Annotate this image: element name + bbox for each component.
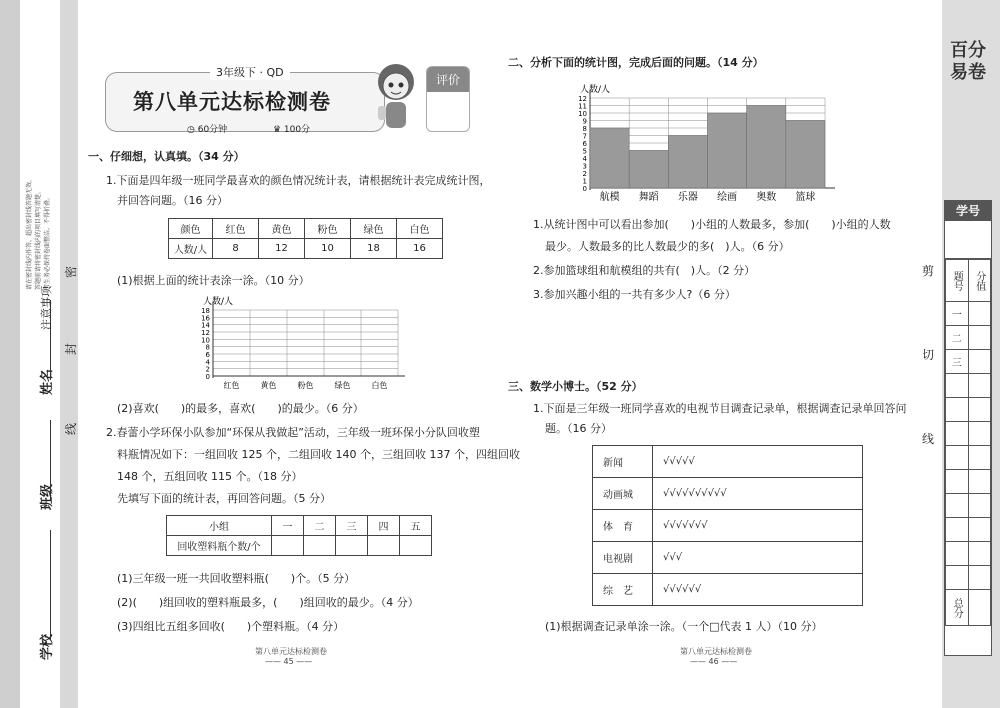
y-tick-label: 0 <box>205 373 210 381</box>
table-row <box>593 478 863 510</box>
y-tick-label: 16 <box>201 314 210 323</box>
table-row <box>946 302 991 326</box>
bar <box>590 128 629 188</box>
score-table <box>945 259 991 626</box>
row-label: 一 <box>946 302 969 326</box>
logo-char: 易 <box>950 62 968 83</box>
empty-cell <box>946 446 969 470</box>
score-cell[interactable] <box>968 566 991 590</box>
table-cell: 红色 <box>213 219 259 239</box>
exam-time: 60分钟 <box>197 125 228 135</box>
table-header-cell: 小组 <box>167 516 272 536</box>
color-chart <box>195 292 405 392</box>
score-cell[interactable] <box>968 302 991 326</box>
y-tick-label: 12 <box>578 95 587 103</box>
binding-edge <box>0 0 20 708</box>
program-name: 新闻 <box>593 446 653 478</box>
page-title: 第八单元达标检测卷 <box>133 90 331 114</box>
x-tick-label: 白色 <box>371 381 388 390</box>
row-label: 三 <box>946 350 969 374</box>
table-cell: 三 <box>336 516 368 536</box>
table-row <box>946 350 991 374</box>
s2-sub1-line2: 最少。人数最多的比人数最少的多( )人。（6 分） <box>545 240 790 253</box>
program-name: 电视剧 <box>593 542 653 574</box>
bar <box>786 121 825 189</box>
program-marks: √√√√√√ <box>653 574 863 606</box>
cut-char: 切 <box>922 348 935 362</box>
cartoon-girl-illustration <box>370 58 422 138</box>
x-tick-label: 航模 <box>599 192 620 203</box>
y-tick-label: 8 <box>582 125 587 133</box>
school-underline[interactable] <box>50 530 51 640</box>
table-row <box>167 516 432 536</box>
name-underline[interactable] <box>50 300 51 380</box>
color-stats-table <box>168 218 443 259</box>
score-cell[interactable] <box>968 398 991 422</box>
x-tick-label: 粉色 <box>297 381 314 390</box>
y-tick-label: 1 <box>582 177 587 186</box>
table-header-cell: 颜色 <box>169 219 213 239</box>
s1-q2-sub1: (1)三年级一班一共回收塑料瓶( )个。（5 分） <box>117 572 356 585</box>
name-label: 姓名 <box>40 368 55 395</box>
right-strip <box>930 0 1000 708</box>
table-row <box>946 446 991 470</box>
col-score-label: 分值 <box>968 260 991 302</box>
binding-note-1: 请在密封线内作答，超出密封线答题无效。 <box>26 175 33 290</box>
table-cell: 二 <box>304 516 336 536</box>
s1-q2-line3: 148 个，五组回收 115 个。（18 分） <box>117 470 303 483</box>
y-tick-label: 4 <box>205 358 210 367</box>
table-cell: 16 <box>397 239 443 259</box>
table-cell: 12 <box>259 239 305 259</box>
class-underline[interactable] <box>50 420 51 500</box>
table-row <box>946 494 991 518</box>
x-tick-label: 绿色 <box>334 381 351 390</box>
table-cell: 白色 <box>397 219 443 239</box>
y-tick-label: 6 <box>582 140 587 148</box>
answer-cell[interactable] <box>336 536 368 556</box>
total-label: 总分 <box>946 590 969 626</box>
y-tick-label: 4 <box>582 155 587 163</box>
s2-sub2: 2.参加篮球组和航模组的共有( )人。（2 分） <box>533 264 756 277</box>
table-cell: 一 <box>272 516 304 536</box>
binding-strip <box>0 0 78 708</box>
table-row <box>946 566 991 590</box>
y-tick-label: 6 <box>205 351 210 359</box>
table-cell: 8 <box>213 239 259 259</box>
bar <box>708 113 747 188</box>
answer-cell[interactable] <box>400 536 432 556</box>
section2-heading: 二、分析下面的统计图，完成后面的问题。（14 分） <box>508 56 764 69</box>
y-tick-label: 2 <box>205 365 210 374</box>
table-row <box>946 590 991 626</box>
x-tick-label: 黄色 <box>260 381 277 390</box>
score-cell[interactable] <box>968 494 991 518</box>
score-cell[interactable] <box>968 542 991 566</box>
x-tick-label: 奥数 <box>756 192 777 203</box>
answer-cell[interactable] <box>272 536 304 556</box>
table-cell: 10 <box>305 239 351 259</box>
empty-cell <box>946 470 969 494</box>
table-row <box>946 518 991 542</box>
s1-sub1: (1)根据上面的统计表涂一涂。（10 分） <box>117 274 310 287</box>
table-row <box>946 374 991 398</box>
empty-cell <box>946 398 969 422</box>
bottle-stats-table <box>166 515 432 556</box>
y-tick-label: 18 <box>201 307 210 315</box>
binding-note-2: 答题前请将密封线内的项目填写清楚。 <box>35 187 42 290</box>
y-tick-label: 11 <box>578 102 587 111</box>
table-cell: 五 <box>400 516 432 536</box>
total-score-cell[interactable] <box>968 590 991 626</box>
score-panel <box>944 200 992 656</box>
table-row <box>946 260 991 302</box>
s1-q2-line1: 2.春蕾小学环保小队参加“环保从我做起”活动，三年级一班环保小分队回收塑 <box>106 426 480 439</box>
x-tick-label: 篮球 <box>795 192 816 203</box>
table-header-cell: 人数/人 <box>169 239 213 259</box>
footer-title-right: 第八单元达标检测卷 <box>680 647 752 656</box>
student-id-label: 学号 <box>945 201 991 221</box>
y-tick-label: 2 <box>582 170 587 178</box>
trophy-icon: ♛ <box>272 125 282 135</box>
clock-icon: ◷ <box>187 125 195 135</box>
table-cell: 黄色 <box>259 219 305 239</box>
row-label: 二 <box>946 326 969 350</box>
s1-sub2: (2)喜欢( )的最多，喜欢( )的最少。（6 分） <box>117 402 364 415</box>
tv-survey-table <box>592 445 863 606</box>
table-row <box>169 219 443 239</box>
s3-sub1: (1)根据调查记录单涂一涂。（一个□代表 1 人）（10 分） <box>545 620 823 633</box>
program-marks: √√√√√ <box>653 446 863 478</box>
grade-label: 3年级下 · QD <box>210 64 290 80</box>
y-tick-label: 12 <box>201 329 210 337</box>
y-tick-label: 10 <box>578 110 587 118</box>
col-question-label: 题号 <box>946 260 969 302</box>
score-cell[interactable] <box>968 422 991 446</box>
program-marks: √√√√√√√ <box>653 510 863 542</box>
table-header-cell: 回收塑料瓶个数/个 <box>167 536 272 556</box>
s1-q2-line4: 先填写下面的统计表，再回答问题。（5 分） <box>117 492 331 505</box>
program-marks: √√√ <box>653 542 863 574</box>
notice-label: 注意事项 <box>40 286 53 330</box>
s1-q1-line1: 1.下面是四年级一班同学最喜欢的颜色情况统计表，请根据统计表完成统计图， <box>106 174 491 187</box>
s1-q2-sub2: (2)( )组回收的塑料瓶最多，( )组回收的最少。（4 分） <box>117 596 419 609</box>
score-cell[interactable] <box>968 326 991 350</box>
x-tick-label: 舞蹈 <box>638 192 659 203</box>
y-tick-label: 8 <box>205 343 210 352</box>
score-cell[interactable] <box>968 518 991 542</box>
score-cell[interactable] <box>968 470 991 494</box>
table-row <box>169 239 443 259</box>
s2-sub3: 3.参加兴趣小组的一共有多少人?（6 分） <box>533 288 736 301</box>
y-tick-label: 0 <box>582 185 587 193</box>
s3-q1-line2: 题。（16 分） <box>545 422 612 435</box>
program-name: 体 育 <box>593 510 653 542</box>
cut-char: 线 <box>922 432 935 446</box>
footer-title-left: 第八单元达标检测卷 <box>255 647 327 656</box>
x-tick-label: 乐器 <box>677 192 698 203</box>
table-cell: 粉色 <box>305 219 351 239</box>
section3-heading: 三、数学小博士。（52 分） <box>508 380 643 393</box>
y-axis-label: 人数/人 <box>580 85 611 95</box>
table-row <box>946 326 991 350</box>
binding-note-3: 考生务必保持卷面整洁，不得折叠。 <box>44 193 51 290</box>
exam-meta <box>187 122 310 135</box>
class-label: 班级 <box>40 483 55 510</box>
program-name: 动画城 <box>593 478 653 510</box>
school-label: 学校 <box>40 633 55 660</box>
section1-heading: 一、仔细想，认真填。（34 分） <box>88 150 245 163</box>
score-cell[interactable] <box>968 350 991 374</box>
table-cell: 18 <box>351 239 397 259</box>
table-row <box>167 536 432 556</box>
exam-score: 100分 <box>283 125 311 135</box>
table-cell: 四 <box>368 516 400 536</box>
table-row <box>946 398 991 422</box>
logo-char: 百 <box>950 40 968 61</box>
logo-char: 卷 <box>968 62 986 83</box>
answer-cell[interactable] <box>368 536 400 556</box>
program-name: 综 艺 <box>593 574 653 606</box>
table-row <box>946 422 991 446</box>
table-row <box>593 574 863 606</box>
seal-char-xian: 线 <box>64 422 78 435</box>
logo-char: 分 <box>968 40 986 61</box>
x-tick-label: 绘画 <box>717 192 738 203</box>
student-id-field[interactable] <box>945 221 991 259</box>
page-number-right: —— 46 —— <box>690 657 738 666</box>
evaluation-label: 评价 <box>427 67 469 92</box>
table-row <box>946 542 991 566</box>
x-tick-label: 红色 <box>223 381 240 390</box>
score-cell[interactable] <box>968 374 991 398</box>
answer-cell[interactable] <box>304 536 336 556</box>
table-row <box>593 446 863 478</box>
empty-cell <box>946 422 969 446</box>
evaluation-box <box>426 66 470 132</box>
y-tick-label: 5 <box>582 147 587 156</box>
s1-q1-line2: 并回答问题。（16 分） <box>117 194 228 207</box>
s2-sub1-line1: 1.从统计图中可以看出参加( )小组的人数最多，参加( )小组的人数 <box>533 218 891 231</box>
bar <box>668 136 707 189</box>
table-row <box>593 542 863 574</box>
empty-cell <box>946 374 969 398</box>
table-cell: 绿色 <box>351 219 397 239</box>
y-tick-label: 10 <box>201 336 210 345</box>
empty-cell <box>946 494 969 518</box>
empty-cell <box>946 566 969 590</box>
program-marks: √√√√√√√√√√ <box>653 478 863 510</box>
s1-q2-sub3: (3)四组比五组多回收( )个塑料瓶。（4 分） <box>117 620 345 633</box>
empty-cell <box>946 518 969 542</box>
bar <box>747 106 786 189</box>
y-tick-label: 7 <box>582 132 587 141</box>
y-tick-label: 9 <box>582 117 587 126</box>
cut-char: 剪 <box>922 264 935 278</box>
y-tick-label: 14 <box>201 321 210 330</box>
seal-char-mi: 密 <box>64 265 78 278</box>
bar <box>629 151 668 189</box>
brand-logo <box>940 40 996 120</box>
y-tick-label: 3 <box>582 162 587 171</box>
score-cell[interactable] <box>968 446 991 470</box>
table-row <box>946 470 991 494</box>
interest-group-chart <box>568 72 843 210</box>
seal-char-feng: 封 <box>64 342 78 355</box>
table-row <box>593 510 863 542</box>
s3-q1-line1: 1.下面是三年级一班同学喜欢的电视节目调查记录单，根据调查记录单回答问 <box>533 402 907 415</box>
page-number-left: —— 45 —— <box>265 657 313 666</box>
empty-cell <box>946 542 969 566</box>
s1-q2-line2: 料瓶情况如下：一组回收 125 个，二组回收 140 个，三组回收 137 个，四组回收 <box>117 448 520 461</box>
y-axis-label: 人数/人 <box>203 297 234 307</box>
